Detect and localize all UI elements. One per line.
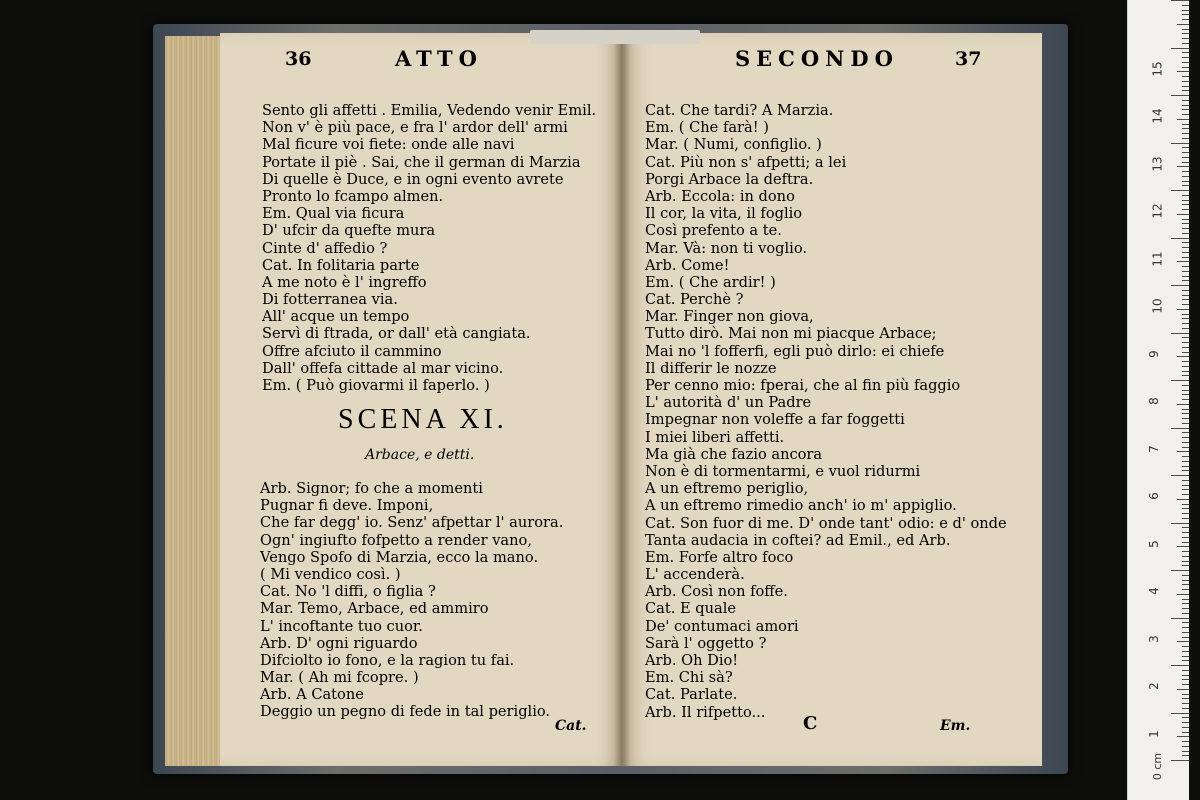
ruler-tick <box>1182 584 1189 585</box>
ruler-tick <box>1182 390 1189 391</box>
ruler-tick <box>1182 722 1189 723</box>
text-line: Arb. A Catone <box>260 686 364 704</box>
ruler-tick <box>1177 641 1189 642</box>
ruler-tick <box>1182 394 1189 395</box>
ruler-tick <box>1171 238 1189 239</box>
ruler-label: 12 <box>1150 203 1165 219</box>
ruler-tick <box>1182 109 1189 110</box>
ruler-tick <box>1182 352 1189 353</box>
ruler-tick <box>1182 466 1189 467</box>
ruler-tick <box>1182 746 1189 747</box>
ruler-label: 15 <box>1150 60 1165 77</box>
ruler-tick <box>1182 76 1189 77</box>
text-line: Arb. Signor; fo che a momenti <box>260 480 483 497</box>
right-page-header: SECONDO <box>735 46 899 71</box>
text-line: Cat. Perchè ? <box>645 291 744 309</box>
ruler-label: 11 <box>1150 250 1165 267</box>
text-line: Deggio un pegno di fede in tal periglio. <box>260 703 551 721</box>
ruler-tick <box>1182 741 1189 742</box>
ruler-tick <box>1182 513 1189 514</box>
ruler-tick <box>1182 717 1189 718</box>
scene-subtitle: Arbace, e detti. <box>365 447 475 463</box>
text-line: Difciolto io fono, e la ragion tu fai. <box>260 651 515 669</box>
ruler-tick <box>1182 209 1189 210</box>
signature-mark: C <box>803 713 818 734</box>
text-line: Non v' è più pace, e fra l' ardor dell' armi <box>262 119 568 137</box>
text-line: Em. ( Può giovarmi il faperlo. ) <box>262 377 490 394</box>
ruler-tick <box>1182 90 1189 91</box>
text-line: Porgi Arbace la deftra. <box>645 170 814 188</box>
ruler-tick <box>1182 195 1189 196</box>
text-line: Sarà l' oggetto ? <box>645 634 767 652</box>
text-line: Em. Chi sà? <box>645 669 733 687</box>
ruler-tick <box>1171 665 1189 666</box>
ruler-tick <box>1182 19 1189 20</box>
ruler-tick <box>1182 542 1189 543</box>
ruler-tick <box>1182 228 1189 229</box>
ruler-tick <box>1182 603 1189 604</box>
ruler-tick <box>1182 732 1189 733</box>
ruler-tick <box>1171 190 1189 191</box>
text-line: Di fotterranea via. <box>262 291 398 309</box>
right-page-text <box>645 102 1007 721</box>
text-line: Offre afciuto il cammino <box>262 342 442 360</box>
ruler-tick <box>1182 5 1189 6</box>
ruler-label: 2 <box>1146 682 1161 690</box>
ruler-tick <box>1182 494 1189 495</box>
ruler-tick <box>1182 646 1189 647</box>
ruler-tick <box>1171 618 1189 619</box>
left-catchword: Cat. <box>555 718 587 734</box>
ruler-tick <box>1182 328 1189 329</box>
ruler-tick <box>1182 461 1189 462</box>
ruler-tick <box>1182 660 1189 661</box>
text-line: Cat. Son fuor di me. D' onde tant' odio: e d' onde <box>645 514 1007 532</box>
measuring-ruler <box>1127 0 1189 800</box>
text-line: Arb. Il rifpetto... <box>645 703 766 721</box>
ruler-tick <box>1182 152 1189 153</box>
ruler-label: 8 <box>1146 397 1161 405</box>
ruler-tick <box>1182 608 1189 609</box>
ruler-tick <box>1171 285 1189 286</box>
ruler-tick <box>1182 518 1189 519</box>
text-line: Em. ( Che ardir! ) <box>645 273 776 291</box>
text-line: Cat. Parlate. <box>645 686 738 704</box>
ruler-tick <box>1182 755 1189 756</box>
ruler-tick <box>1182 114 1189 115</box>
text-line: L' autorità d' un Padre <box>645 394 812 412</box>
ruler-tick <box>1182 81 1189 82</box>
headband <box>530 30 700 44</box>
ruler-tick <box>1182 375 1189 376</box>
ruler-tick <box>1182 157 1189 158</box>
ruler-tick <box>1177 451 1189 452</box>
ruler-tick <box>1182 632 1189 633</box>
text-line: Mal ficure voi fiete: onde alle navi <box>262 136 515 154</box>
ruler-tick <box>1182 29 1189 30</box>
ruler-tick <box>1182 171 1189 172</box>
left-page-number: 36 <box>285 48 312 70</box>
ruler-tick <box>1182 271 1189 272</box>
ruler-tick <box>1171 713 1189 714</box>
ruler-tick <box>1182 589 1189 590</box>
text-line: Dall' offefa cittade al mar vicino. <box>262 359 504 377</box>
text-line: De' contumaci amori <box>645 617 799 635</box>
ruler-tick <box>1182 532 1189 533</box>
ruler-tick <box>1171 0 1189 1</box>
ruler-tick <box>1182 399 1189 400</box>
ruler-tick <box>1182 43 1189 44</box>
ruler-tick <box>1182 323 1189 324</box>
text-line: Arb. Come! <box>645 256 730 274</box>
ruler-tick <box>1182 57 1189 58</box>
ruler-tick <box>1182 276 1189 277</box>
text-line: Cat. E quale <box>645 600 737 618</box>
text-line: Portate il piè . Sai, che il german di Marzia <box>262 153 581 171</box>
ruler-tick <box>1171 475 1189 476</box>
ruler-tick <box>1182 480 1189 481</box>
text-line: D' ufcir da quefte mura <box>262 222 436 240</box>
ruler-tick <box>1182 337 1189 338</box>
ruler-tick <box>1177 119 1189 120</box>
ruler-tick <box>1182 637 1189 638</box>
text-line: Cat. In folitaria parte <box>262 256 420 274</box>
ruler-tick <box>1182 62 1189 63</box>
text-line: Servì di ftrada, or dall' età cangiata. <box>262 325 531 343</box>
ruler-tick <box>1177 546 1189 547</box>
ruler-tick <box>1182 456 1189 457</box>
ruler-tick <box>1182 708 1189 709</box>
left-page-text-top <box>262 102 596 394</box>
ruler-tick <box>1171 760 1189 761</box>
text-line: Impegnar non voleffe a far foggetti <box>645 411 905 429</box>
ruler-tick <box>1182 38 1189 39</box>
ruler-unit: 0 cm <box>1151 752 1165 781</box>
ruler-tick <box>1182 266 1189 267</box>
ruler-tick <box>1182 280 1189 281</box>
ruler-tick <box>1182 565 1189 566</box>
ruler-tick <box>1182 314 1189 315</box>
ruler-tick <box>1182 575 1189 576</box>
ruler-tick <box>1182 561 1189 562</box>
ruler-tick <box>1182 252 1189 253</box>
ruler-tick <box>1182 318 1189 319</box>
ruler-tick <box>1182 176 1189 177</box>
text-line: Mar. Temo, Arbace, ed ammiro <box>260 600 489 618</box>
ruler-tick <box>1182 437 1189 438</box>
text-line: Arb. Oh Dio! <box>645 652 739 669</box>
ruler-tick <box>1182 627 1189 628</box>
ruler-tick <box>1182 86 1189 87</box>
ruler-tick <box>1182 694 1189 695</box>
ruler-tick <box>1177 404 1189 405</box>
ruler-tick <box>1177 736 1189 737</box>
ruler-tick <box>1182 432 1189 433</box>
ruler-tick <box>1171 523 1189 524</box>
ruler-tick <box>1182 181 1189 182</box>
text-line: Tanta audacia in coftei? ad Emil., ed Arb. <box>645 531 951 549</box>
ruler-tick <box>1182 679 1189 680</box>
ruler-label: 7 <box>1146 444 1161 453</box>
text-line: Che far degg' io. Senz' afpettar l' aurora. <box>260 514 564 532</box>
ruler-tick <box>1182 423 1189 424</box>
text-line: Pugnar fi deve. Imponi, <box>260 497 434 515</box>
ruler-tick <box>1182 219 1189 220</box>
ruler-label: 9 <box>1146 349 1161 358</box>
ruler-tick <box>1182 413 1189 414</box>
text-line: Cinte d' affedio ? <box>262 239 388 257</box>
ruler-tick <box>1182 656 1189 657</box>
ruler-tick <box>1182 52 1189 53</box>
ruler-tick <box>1182 100 1189 101</box>
ruler-tick <box>1182 147 1189 148</box>
ruler-tick <box>1182 670 1189 671</box>
text-line: A un eftremo rimedio anch' io m' appiglio. <box>645 497 957 515</box>
ruler-tick <box>1182 599 1189 600</box>
ruler-label: 13 <box>1150 155 1165 172</box>
ruler-tick <box>1182 128 1189 129</box>
ruler-label: 14 <box>1150 108 1165 124</box>
ruler-tick <box>1171 143 1189 144</box>
text-line: Mar. ( Ah mi fcopre. ) <box>260 669 419 687</box>
ruler-label: 10 <box>1150 298 1165 314</box>
ruler-tick <box>1182 124 1189 125</box>
text-line: Così prefento a te. <box>645 222 782 240</box>
ruler-tick <box>1182 508 1189 509</box>
ruler-tick <box>1182 162 1189 163</box>
ruler-label: 3 <box>1146 634 1161 643</box>
ruler-tick <box>1182 447 1189 448</box>
ruler-tick <box>1177 214 1189 215</box>
right-catchword: Em. <box>940 718 971 734</box>
text-line: Arb. Eccola: in dono <box>645 187 795 205</box>
ruler-tick <box>1182 14 1189 15</box>
ruler-tick <box>1182 551 1189 552</box>
ruler-label: 4 <box>1146 587 1161 595</box>
text-line: Pronto lo fcampo almen. <box>262 187 444 205</box>
ruler-tick <box>1171 428 1189 429</box>
ruler-tick <box>1182 703 1189 704</box>
ruler-tick <box>1182 537 1189 538</box>
ruler-tick <box>1182 105 1189 106</box>
ruler-tick <box>1171 570 1189 571</box>
ruler-tick <box>1171 95 1189 96</box>
ruler-tick <box>1182 727 1189 728</box>
text-line: Cat. Più non s' afpetti; a lei <box>645 153 847 171</box>
ruler-tick <box>1177 71 1189 72</box>
ruler-tick <box>1182 247 1189 248</box>
ruler-tick <box>1182 651 1189 652</box>
ruler-tick <box>1182 485 1189 486</box>
text-line: Per cenno mio: fperai, che al fin più faggio <box>645 377 961 394</box>
ruler-label: 6 <box>1146 492 1161 500</box>
ruler-tick <box>1182 290 1189 291</box>
ruler-tick <box>1182 470 1189 471</box>
text-line: Di quelle è Duce, e in ogni evento avrete <box>262 170 564 188</box>
ruler-tick <box>1182 257 1189 258</box>
ruler-tick <box>1182 556 1189 557</box>
text-line: Arb. Così non foffe. <box>645 583 788 601</box>
ruler-label: 1 <box>1146 729 1161 738</box>
ruler-tick <box>1182 751 1189 752</box>
text-line: ( Mi vendico così. ) <box>260 565 401 583</box>
ruler-tick <box>1182 67 1189 68</box>
text-line: L' accenderà. <box>645 566 745 584</box>
ruler-tick <box>1182 418 1189 419</box>
text-line: Sento gli affetti . Emilia, Vedendo venir Emil. <box>262 102 597 119</box>
text-line: Tutto dirò. Mai non mi piacque Arbace; <box>645 325 937 343</box>
ruler-tick <box>1177 309 1189 310</box>
book-gutter <box>614 33 630 766</box>
ruler-tick <box>1182 233 1189 234</box>
ruler-tick <box>1182 698 1189 699</box>
ruler-tick <box>1182 385 1189 386</box>
ruler-tick <box>1182 347 1189 348</box>
left-page-header: ATTO <box>395 46 483 71</box>
text-line: Il cor, la vita, il foglio <box>645 205 803 223</box>
ruler-tick <box>1182 504 1189 505</box>
right-page-number: 37 <box>955 48 982 70</box>
ruler-tick <box>1177 24 1189 25</box>
ruler-tick <box>1171 333 1189 334</box>
ruler-tick <box>1182 10 1189 11</box>
ruler-tick <box>1177 261 1189 262</box>
text-line: Ogn' ingiufto fofpetto a render vano, <box>260 531 532 549</box>
text-line: Arb. D' ogni riguardo <box>260 634 418 652</box>
ruler-tick <box>1182 200 1189 201</box>
ruler-tick <box>1171 48 1189 49</box>
ruler-tick <box>1177 689 1189 690</box>
ruler-tick <box>1182 299 1189 300</box>
text-line: Mar. Finger non giova, <box>645 308 814 326</box>
text-line: Ma già che fazio ancora <box>645 445 823 463</box>
left-page-text-bottom <box>260 480 563 721</box>
text-line: Cat. Che tardi? A Marzia. <box>645 102 834 119</box>
ruler-tick <box>1182 295 1189 296</box>
text-line: Il differir le nozze <box>645 359 777 377</box>
text-line: Mar. Và: non ti voglio. <box>645 239 808 257</box>
text-line: Em. Qual via ficura <box>262 205 405 223</box>
ruler-tick <box>1182 242 1189 243</box>
ruler-tick <box>1177 594 1189 595</box>
scene-title: SCENA XI. <box>338 404 508 435</box>
text-line: Em. ( Che farà! ) <box>645 119 769 137</box>
ruler-tick <box>1171 380 1189 381</box>
ruler-tick <box>1182 204 1189 205</box>
ruler-tick <box>1182 185 1189 186</box>
text-line: Vengo Spofo di Marzia, ecco la mano. <box>260 548 539 566</box>
ruler-tick <box>1182 622 1189 623</box>
text-line: Cat. No 'l diffi, o figlia ? <box>260 583 436 601</box>
text-line: All' acque un tempo <box>262 308 410 326</box>
ruler-tick <box>1182 580 1189 581</box>
ruler-tick <box>1182 613 1189 614</box>
text-line: L' incoftante tuo cuor. <box>260 617 423 635</box>
ruler-tick <box>1182 371 1189 372</box>
ruler-tick <box>1182 489 1189 490</box>
ruler-tick <box>1182 133 1189 134</box>
text-line: A me noto è l' ingreffo <box>262 273 427 291</box>
text-line: Non è di tormentarmi, e vuol ridurmi <box>645 462 921 480</box>
text-line: Em. Forfe altro foco <box>645 548 794 566</box>
ruler-tick <box>1182 527 1189 528</box>
ruler-tick <box>1182 33 1189 34</box>
page-block-edge <box>165 36 225 766</box>
ruler-tick <box>1182 304 1189 305</box>
text-line: Mai no 'l fofferfi, egli può dirlo: ei chiefe <box>645 342 945 360</box>
ruler-tick <box>1177 499 1189 500</box>
ruler-tick <box>1182 361 1189 362</box>
ruler-tick <box>1182 138 1189 139</box>
text-line: Mar. ( Numi, configlio. ) <box>645 136 822 154</box>
ruler-tick <box>1182 223 1189 224</box>
text-line: A un eftremo periglio, <box>645 480 809 498</box>
ruler-tick <box>1182 366 1189 367</box>
ruler-tick <box>1182 675 1189 676</box>
ruler-tick <box>1182 684 1189 685</box>
ruler-tick <box>1182 442 1189 443</box>
text-line: I miei liberi affetti. <box>645 428 785 446</box>
ruler-label: 5 <box>1146 539 1161 548</box>
ruler-tick <box>1182 342 1189 343</box>
ruler-tick <box>1177 356 1189 357</box>
ruler-tick <box>1182 409 1189 410</box>
ruler-tick <box>1177 166 1189 167</box>
